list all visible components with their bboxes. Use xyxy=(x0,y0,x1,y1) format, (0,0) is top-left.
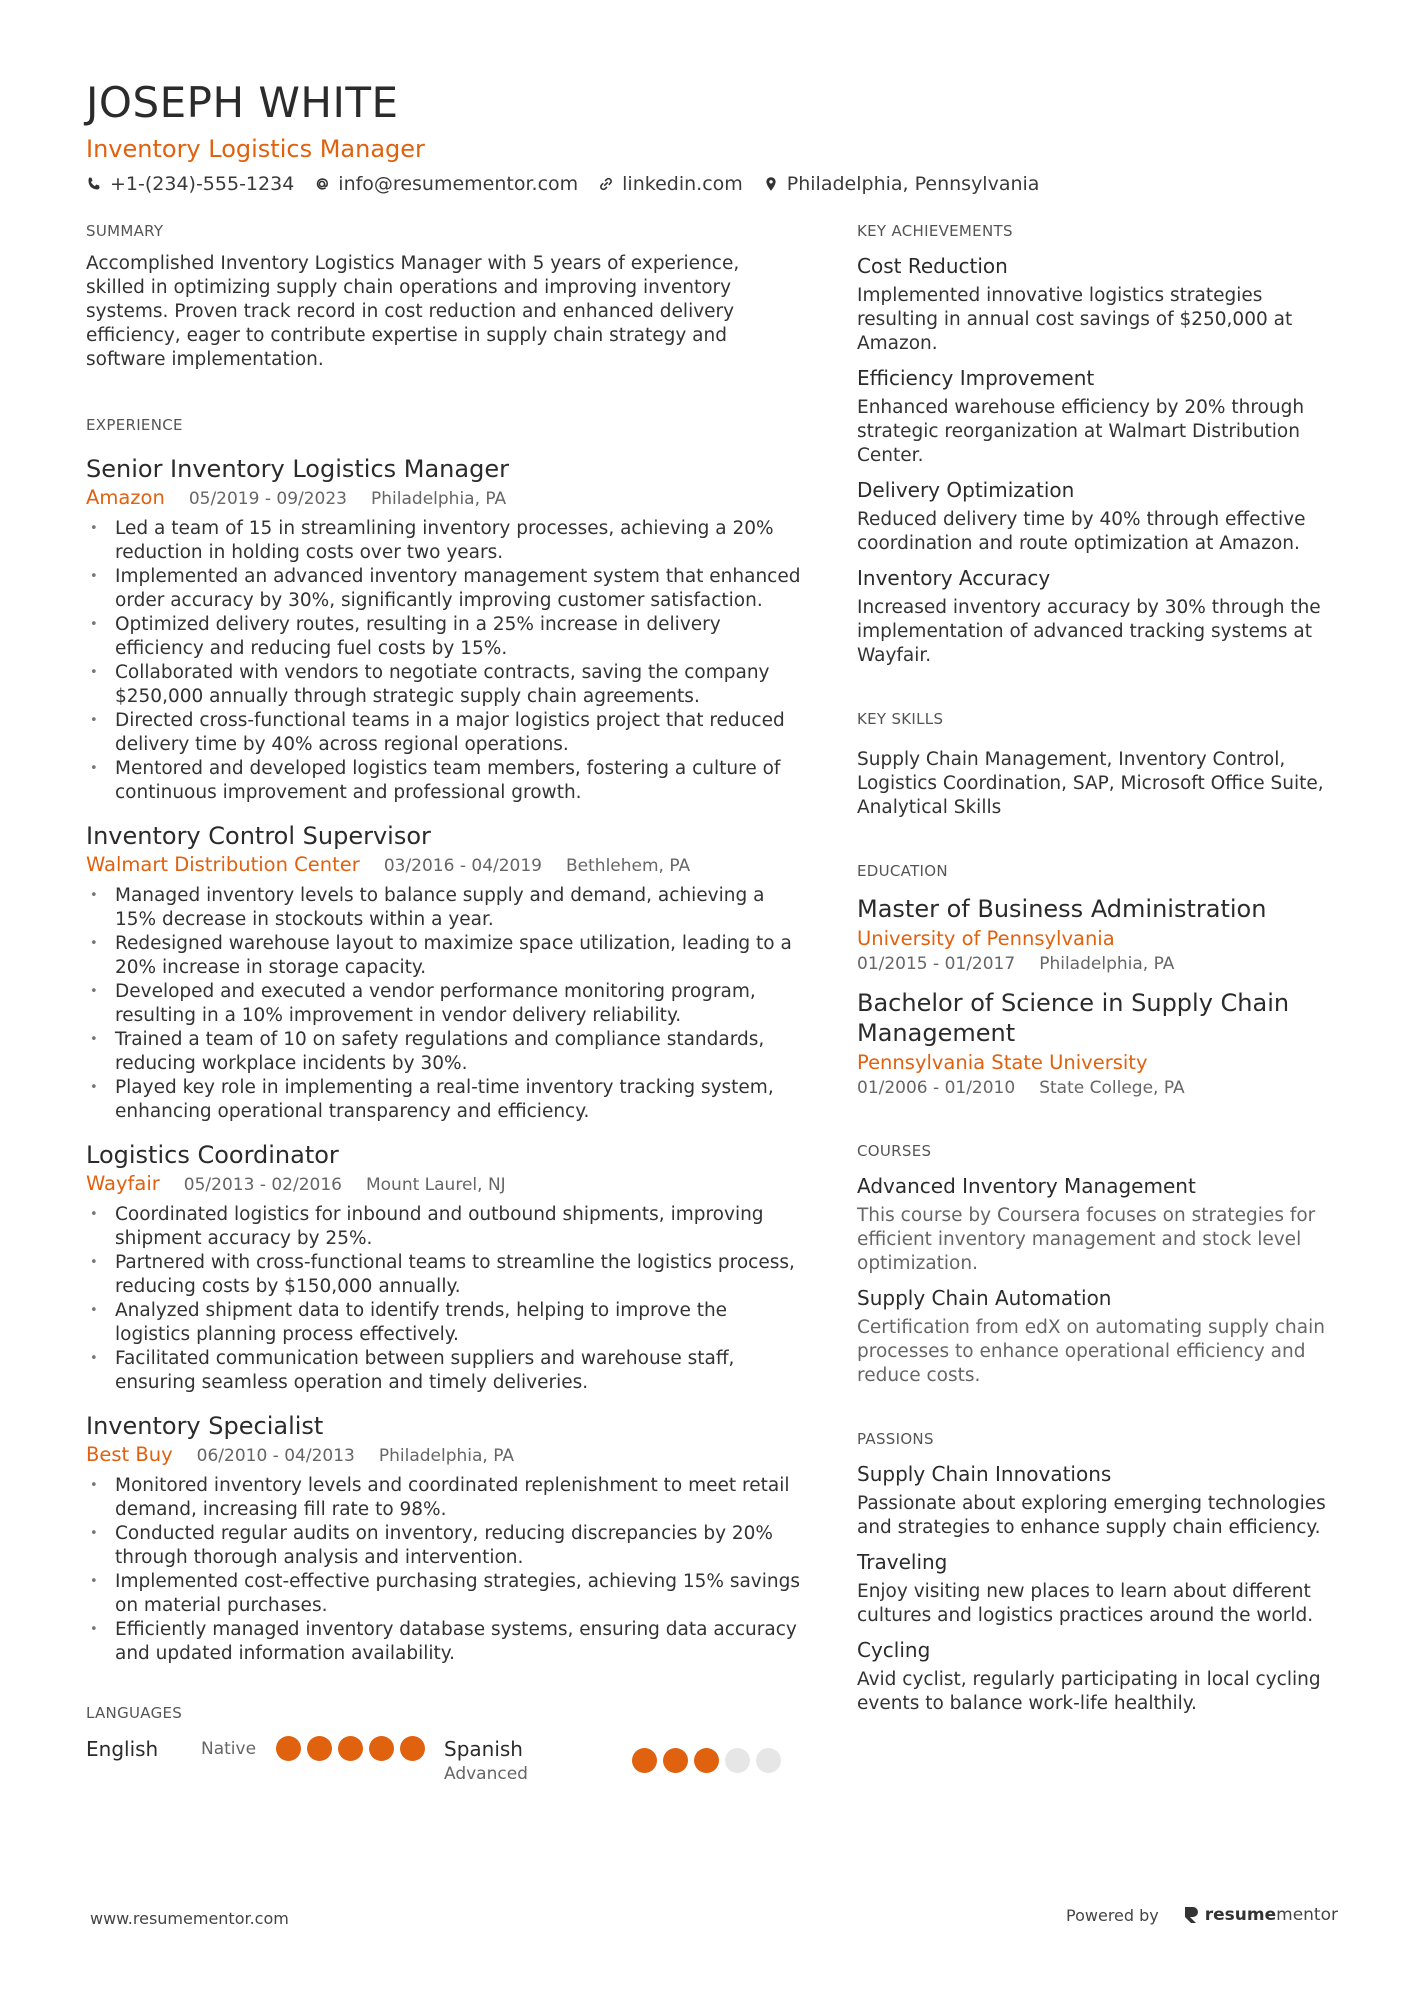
contact-location xyxy=(763,170,1040,198)
passion-list xyxy=(857,1460,1337,1716)
education-meta xyxy=(857,1076,1337,1100)
contact-linkedin[interactable] xyxy=(598,170,743,198)
achievement-item xyxy=(857,364,1337,468)
course-item xyxy=(857,1172,1337,1276)
passion-title: Supply Chain Innovations xyxy=(857,1462,1112,1486)
link-icon xyxy=(598,176,614,192)
candidate-title: Inventory Logistics Manager xyxy=(86,135,425,163)
job-dates: 05/2019 - 09/2023 xyxy=(188,489,348,509)
job-bullet: • Implemented cost-effective purchasing strategies, achieving 15% savings on material purchases. xyxy=(86,1570,802,1618)
education-school: Pennsylvania State University xyxy=(857,1051,1148,1074)
job-location: Mount Laurel, NJ xyxy=(365,1175,506,1195)
language-label-group xyxy=(444,1736,632,1786)
courses-section xyxy=(857,1140,1337,1388)
resume-header xyxy=(86,78,1336,198)
education-list xyxy=(857,894,1337,1100)
education-degree: Master of Business Administration xyxy=(857,895,1267,923)
courses-heading: COURSES xyxy=(857,1142,932,1160)
rating-dot xyxy=(725,1748,750,1773)
at-icon xyxy=(314,176,330,192)
job-bullet: • Trained a team of 10 on safety regulations and compliance standards, reducing workplace incidents by 30%. xyxy=(86,1028,802,1076)
passion-title: Cycling xyxy=(857,1638,931,1662)
achievement-title: Cost Reduction xyxy=(857,254,1008,278)
rating-dot xyxy=(369,1736,394,1761)
passion-item xyxy=(857,1460,1337,1540)
education-dates: 01/2006 - 01/2010 xyxy=(857,1078,1016,1098)
location-text: Philadelphia, Pennsylvania xyxy=(786,173,1040,195)
job-location: Bethlehem, PA xyxy=(566,856,691,876)
job-bullet: • Implemented an advanced inventory management system that enhanced order accuracy by 30%, significantly improving customer satisfaction. xyxy=(86,565,802,613)
course-title: Advanced Inventory Management xyxy=(857,1174,1196,1198)
job-bullet: • Redesigned warehouse layout to maximize space utilization, leading to a 20% increase in storage capacity. xyxy=(86,932,802,980)
achievements-heading: KEY ACHIEVEMENTS xyxy=(857,222,1013,240)
passion-desc: Avid cyclist, regularly participating in local cycling events to balance work-life healthily. xyxy=(857,1669,1321,1714)
course-title: Supply Chain Automation xyxy=(857,1286,1112,1310)
job-entry xyxy=(86,1411,802,1666)
passion-item xyxy=(857,1636,1337,1716)
phone-icon xyxy=(86,176,102,192)
summary-heading: SUMMARY xyxy=(86,222,164,240)
job-role: Logistics Coordinator xyxy=(86,1141,339,1169)
job-company: Walmart Distribution Center xyxy=(86,853,360,876)
achievement-list xyxy=(857,252,1337,668)
course-desc: Certification from edX on automating supply chain processes to enhance operational efficiency and reduce costs. xyxy=(857,1317,1325,1386)
job-bullet: • Developed and executed a vendor performance monitoring program, resulting in a 10% improvement in vendor delivery reliability. xyxy=(86,980,802,1028)
job-location: Philadelphia, PA xyxy=(371,489,507,509)
job-meta xyxy=(86,853,802,878)
job-meta xyxy=(86,486,802,511)
summary-text: Accomplished Inventory Logistics Manager with 5 years of experience, skilled in optimizing supply chain operations and improving inventory systems. Proven track record in cost reduction and enhanced delivery efficiency, eager to contribute expertise in supply chain strategy and software implementation. xyxy=(86,253,740,370)
achievement-title: Efficiency Improvement xyxy=(857,366,1095,390)
achievement-item xyxy=(857,476,1337,556)
rating-dot xyxy=(338,1736,363,1761)
job-bullet: • Optimized delivery routes, resulting in a 25% increase in delivery efficiency and reducing fuel costs by 15%. xyxy=(86,613,802,661)
left-column xyxy=(86,220,802,1786)
job-entry xyxy=(86,454,802,805)
passion-desc: Passionate about exploring emerging technologies and strategies to enhance supply chain efficiency. xyxy=(857,1493,1326,1538)
footer-website[interactable]: www.resumementor.com xyxy=(90,1909,289,1928)
job-list xyxy=(86,454,802,1666)
course-item xyxy=(857,1284,1337,1388)
job-meta xyxy=(86,1172,802,1197)
contact-bar xyxy=(86,170,1336,198)
languages-section xyxy=(86,1702,802,1786)
education-dates: 01/2015 - 01/2017 xyxy=(857,954,1016,974)
job-entry xyxy=(86,1140,802,1395)
education-location: State College, PA xyxy=(1039,1078,1185,1098)
job-company: Best Buy xyxy=(86,1443,173,1466)
language-name: English xyxy=(86,1737,159,1761)
course-desc: This course by Coursera focuses on strategies for efficient inventory management and stock level optimization. xyxy=(857,1205,1316,1274)
education-location: Philadelphia, PA xyxy=(1039,954,1175,974)
linkedin-text: linkedin.com xyxy=(622,173,743,195)
languages-heading: LANGUAGES xyxy=(86,1704,183,1722)
passion-desc: Enjoy visiting new places to learn about different cultures and logistics practices around the world. xyxy=(857,1581,1314,1626)
job-bullet: • Monitored inventory levels and coordinated replenishment to meet retail demand, increasing fill rate to 98%. xyxy=(86,1474,802,1522)
skills-section xyxy=(857,708,1337,820)
job-bullet: • Managed inventory levels to balance supply and demand, achieving a 15% decrease in stockouts within a year. xyxy=(86,884,802,932)
education-degree: Bachelor of Science in Supply Chain Management xyxy=(857,989,1290,1047)
summary-section xyxy=(86,220,802,372)
job-meta xyxy=(86,1443,802,1468)
job-role: Inventory Specialist xyxy=(86,1412,324,1440)
achievement-item xyxy=(857,564,1337,668)
job-bullet: • Conducted regular audits on inventory, reducing discrepancies by 20% through thorough analysis and intervention. xyxy=(86,1522,802,1570)
education-item xyxy=(857,988,1337,1100)
job-bullets xyxy=(86,884,802,1124)
achievement-desc: Implemented innovative logistics strategies resulting in annual cost savings of $250,000 at Amazon. xyxy=(857,285,1293,354)
job-bullet: • Coordinated logistics for inbound and outbound shipments, improving shipment accuracy by 25%. xyxy=(86,1203,802,1251)
passion-item xyxy=(857,1548,1337,1628)
contact-email[interactable] xyxy=(314,170,578,198)
achievement-desc: Enhanced warehouse efficiency by 20% through strategic reorganization at Walmart Distribution Center. xyxy=(857,397,1305,466)
education-item xyxy=(857,894,1337,976)
language-level: Advanced xyxy=(444,1764,528,1784)
job-company: Amazon xyxy=(86,486,165,509)
job-bullet: • Analyzed shipment data to identify trends, helping to improve the logistics planning process effectively. xyxy=(86,1299,802,1347)
achievement-title: Inventory Accuracy xyxy=(857,566,1051,590)
language-item xyxy=(86,1736,444,1762)
job-role: Inventory Control Supervisor xyxy=(86,822,431,850)
language-rating xyxy=(276,1736,425,1761)
brand-light-text: mentor xyxy=(1276,1905,1338,1925)
passions-heading: PASSIONS xyxy=(857,1430,934,1448)
job-dates: 06/2010 - 04/2013 xyxy=(196,1446,355,1466)
language-list xyxy=(86,1736,802,1786)
education-school: University of Pennsylvania xyxy=(857,927,1115,950)
passion-title: Traveling xyxy=(857,1550,948,1574)
course-list xyxy=(857,1172,1337,1388)
brand-logo[interactable] xyxy=(1183,1905,1338,1925)
rating-dot xyxy=(307,1736,332,1761)
language-rating xyxy=(632,1748,781,1773)
footer-branding xyxy=(1066,1905,1338,1925)
job-dates: 03/2016 - 04/2019 xyxy=(383,856,543,876)
experience-section xyxy=(86,414,802,1666)
achievement-title: Delivery Optimization xyxy=(857,478,1075,502)
education-section xyxy=(857,860,1337,1100)
rating-dot xyxy=(632,1748,657,1773)
email-text: info@resumementor.com xyxy=(338,173,579,195)
job-bullet: • Efficiently managed inventory database systems, ensuring data accuracy and updated information availability. xyxy=(86,1618,802,1666)
passions-section xyxy=(857,1428,1337,1716)
candidate-name: JOSEPH WHITE xyxy=(86,78,399,127)
rating-dot xyxy=(400,1736,425,1761)
rating-dot xyxy=(663,1748,688,1773)
job-bullets xyxy=(86,517,802,805)
skills-text: Supply Chain Management, Inventory Control, Logistics Coordination, SAP, Microsoft Office Suite, Analytical Skills xyxy=(857,749,1324,818)
job-role: Senior Inventory Logistics Manager xyxy=(86,455,509,483)
job-bullet: • Directed cross-functional teams in a major logistics project that reduced delivery time by 40% across regional operations. xyxy=(86,709,802,757)
skills-heading: KEY SKILLS xyxy=(857,710,944,728)
location-pin-icon xyxy=(763,176,779,192)
job-bullet: • Led a team of 15 in streamlining inventory processes, achieving a 20% reduction in holding costs over two years. xyxy=(86,517,802,565)
education-heading: EDUCATION xyxy=(857,862,948,880)
language-level: Native xyxy=(201,1739,257,1759)
job-bullets xyxy=(86,1203,802,1395)
job-location: Philadelphia, PA xyxy=(378,1446,515,1466)
rating-dot xyxy=(276,1736,301,1761)
rating-dot xyxy=(694,1748,719,1773)
right-column xyxy=(857,220,1337,1716)
job-dates: 05/2013 - 02/2016 xyxy=(183,1175,342,1195)
job-bullets xyxy=(86,1474,802,1666)
achievement-desc: Increased inventory accuracy by 30% through the implementation of advanced tracking systems at Wayfair. xyxy=(857,597,1321,666)
language-item xyxy=(444,1736,802,1786)
job-entry xyxy=(86,821,802,1124)
phone-text: +1-(234)-555-1234 xyxy=(110,173,295,195)
achievement-item xyxy=(857,252,1337,356)
language-name: Spanish xyxy=(444,1737,523,1761)
job-bullet: • Played key role in implementing a real-time inventory tracking system, enhancing operational transparency and efficiency. xyxy=(86,1076,802,1124)
powered-by-text: Powered by xyxy=(1066,1905,1159,1925)
job-bullet: • Collaborated with vendors to negotiate contracts, saving the company $250,000 annually through strategic supply chain agreements. xyxy=(86,661,802,709)
job-bullet: • Mentored and developed logistics team members, fostering a culture of continuous improvement and professional growth. xyxy=(86,757,802,805)
job-bullet: • Facilitated communication between suppliers and warehouse staff, ensuring seamless operation and timely deliveries. xyxy=(86,1347,802,1395)
rating-dot xyxy=(756,1748,781,1773)
education-meta xyxy=(857,952,1337,976)
experience-heading: EXPERIENCE xyxy=(86,416,183,434)
achievements-section xyxy=(857,220,1337,668)
brand-bold-text: resume xyxy=(1204,1905,1277,1925)
job-company: Wayfair xyxy=(86,1172,160,1195)
achievement-desc: Reduced delivery time by 40% through effective coordination and route optimization at Amazon. xyxy=(857,509,1306,554)
job-bullet: • Partnered with cross-functional teams to streamline the logistics process, reducing costs by $150,000 annually. xyxy=(86,1251,802,1299)
contact-phone[interactable] xyxy=(86,170,294,198)
brand-mark-icon xyxy=(1183,1906,1199,1924)
